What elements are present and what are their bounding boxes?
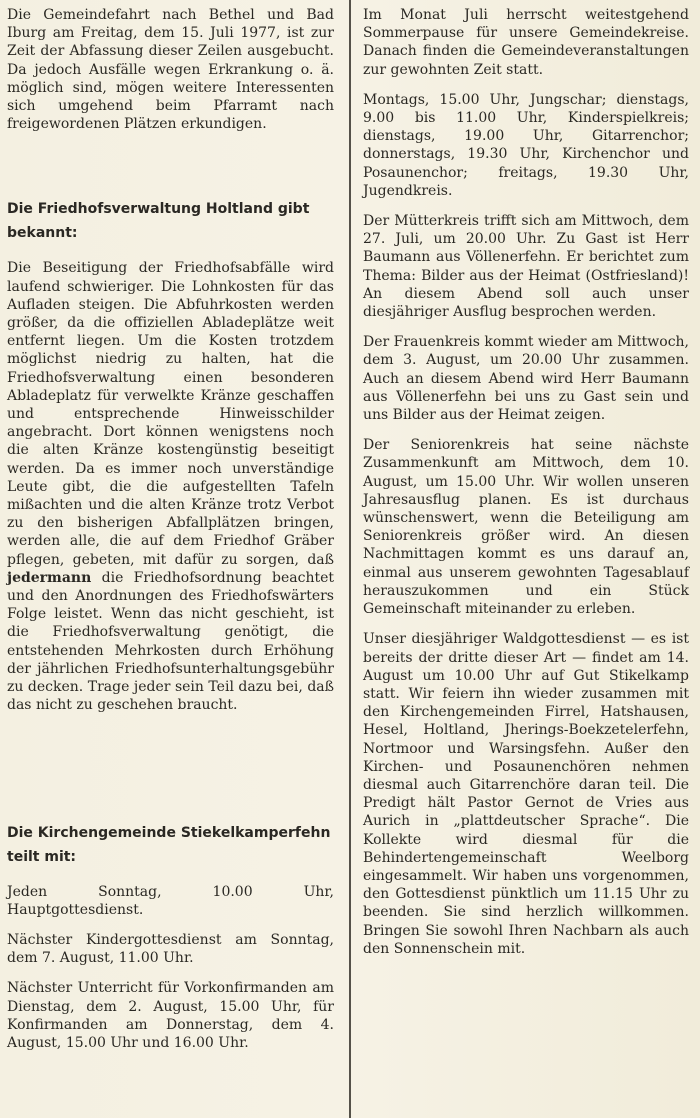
friedhof-heading: Die Friedhofsverwaltung Holtland gibt bekannt:: [7, 201, 310, 242]
kirchengemeinde-heading: Die Kirchengemeinde Stiekelkamperfehn teilt mit:: [7, 824, 331, 865]
sommerpause-paragraph: Im Monat Juli herrscht weitestgehend Sommerpause für unsere Gemeindekreise. Danach finden die Gemeindeveranstaltungen zur gewohnten Zeit statt.: [363, 7, 689, 78]
friedhof-paragraph: [7, 259, 334, 714]
left-column: [7, 6, 334, 1064]
waldgottesdienst-paragraph: Unser diesjähriger Waldgottesdienst — es ist bereits der dritte dieser Art — findet am 14. August um 10.00 Uhr auf Gut Stikelkamp statt. Wir feiern ihn wieder zusammen mit den Kirchengemeinden Firrel, Hatshausen, Hesel, Holtland, Jherings-Boekzetelerfehn, Nortmoor und Warsingsfehn. Außer den Kirchen- und Posaunenchören nehmen diesmal auch Gitarrenchöre daran teil. Die Predigt hält Pastor Gernot de Vries aus Aurich in „plattdeutscher Sprache“. Die Kollekte wird diesmal für die Behindertengemeinschaft Weelborg eingesammelt. Wir haben uns vorgenommen, den Gottesdienst pünktlich um 11.15 Uhr zu beenden. Sie sind herzlich willkommen. Bringen Sie sowohl Ihren Nachbarn als auch den Sonnenschein mit.: [363, 631, 689, 957]
unterricht-paragraph: Nächster Unterricht für Vorkonfirmanden am Dienstag, dem 2. August, 15.00 Uhr, für Konfirmanden am Donnerstag, dem 4. August, 15.00 Uhr und 16.00 Uhr.: [7, 980, 334, 1051]
kindergottesdienst-paragraph: Nächster Kindergottesdienst am Sonntag, dem 7. August, 11.00 Uhr.: [7, 931, 334, 967]
right-column: [363, 6, 689, 970]
seniorenkreis-paragraph: Der Seniorenkreis hat seine nächste Zusammenkunft am Mittwoch, dem 10. August, um 15.00 Uhr. Wir wollen unseren Jahresausflug planen. Es ist durchaus wünschenswert, wenn die Beteiligung am Seniorenkreis größer wird. An diesen Nachmittagen kommt es uns darauf an, einmal aus unserem gewohnten Tagesablauf herauszukommen und ein Stück Gemeinschaft miteinander zu erleben.: [363, 437, 689, 618]
gemeindefahrt-paragraph: Die Gemeindefahrt nach Bethel und Bad Iburg am Freitag, dem 15. Juli 1977, ist zur Zeit der Abfassung dieser Zeilen ausgebucht. Da jedoch Ausfälle wegen Erkrankung o. ä. möglich sind, mögen weitere Interessenten sich umgehend beim Pfarramt nach freigewordenen Plätzen erkundigen.: [7, 7, 334, 133]
friedhof-text-2: die Friedhofsordnung beachtet und den Anordnungen des Friedhofswärters Folge leistet. Wenn das nicht geschieht, ist die Friedhofsverwaltung genötigt, die entstehenden Mehrkosten durch Erhöhung der jährlichen Friedhofsunterhaltungsgebühr zu decken. Trage jeder sein Teil dazu bei, daß das nicht zu geschehen braucht.: [7, 569, 335, 714]
friedhof-text-1: Die Beseitigung der Friedhofsabfälle wird laufend schwieriger. Die Lohnkosten für das Aufladen steigen. Die Abfuhrkosten werden größer, da die offiziellen Abladeplätze weit entfernt liegen. Um die Kosten trotzdem möglichst niedrig zu halten, hat die Friedhofsverwaltung einen besonderen Abladeplatz für verwelkte Kränze geschaffen und entsprechende Hinweisschilder angebracht. Dort können wenigstens noch die alten Kränze kostengünstig beseitigt werden. Da es immer noch unverständige Leute gibt, die die aufgestellten Tafeln mißachten und die alten Kränze trotz Verbot zu den bisherigen Abfallplätzen bringen, werden alle, die auf dem Friedhof Gräber pflegen, gebeten, mit dafür zu sorgen, daß: [7, 260, 334, 568]
frauenkreis-paragraph: Der Frauenkreis kommt wieder am Mittwoch, dem 3. August, um 20.00 Uhr zusammen. Auch an diesem Abend wird Herr Baumann aus Völlenerfehn bei uns zu Gast sein und uns Bilder aus der Heimat zeigen.: [363, 334, 689, 424]
sonntag-paragraph: Jeden Sonntag, 10.00 Uhr, Hauptgottesdienst.: [7, 883, 334, 918]
column-divider: [349, 0, 351, 1118]
muetterkreis-paragraph: Der Mütterkreis trifft sich am Mittwoch, dem 27. Juli, um 20.00 Uhr. Zu Gast ist Herr Baumann aus Völlenerfehn. Er berichtet zum Thema: Bilder aus der Heimat (Ostfriesland)! An diesem Abend soll auch unser diesjähriger Ausflug besprochen werden.: [363, 213, 689, 321]
friedhof-emphasis: jedermann: [7, 569, 92, 586]
termine-paragraph: Montags, 15.00 Uhr, Jungschar; dienstags, 9.00 bis 11.00 Uhr, Kinderspielkreis; dienstags, 19.00 Uhr, Gitarrenchor; donnerstags, 19.30 Uhr, Kirchenchor und Posaunenchor; freitags, 19.30 Uhr, Jugendkreis.: [363, 91, 689, 199]
